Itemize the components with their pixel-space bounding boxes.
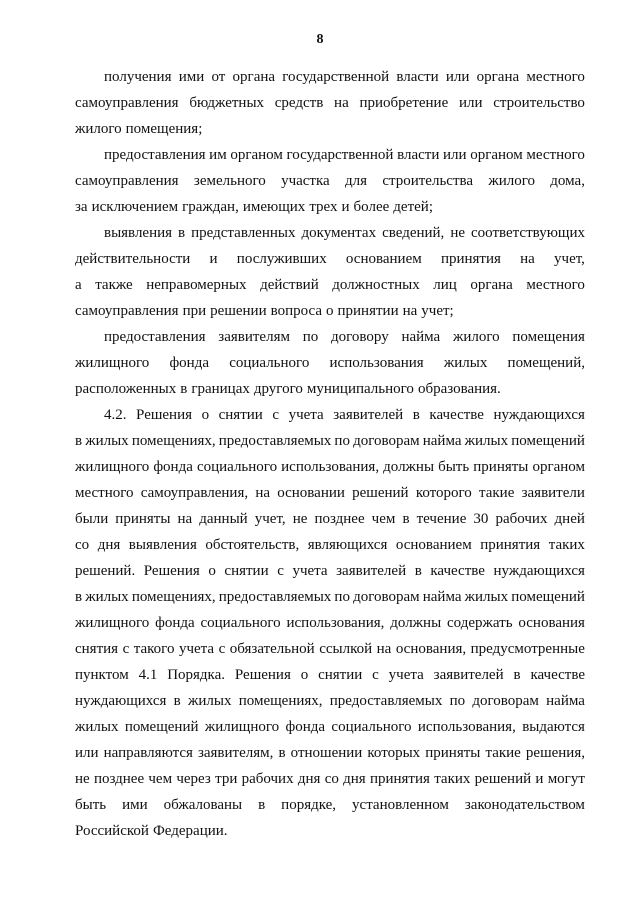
word: местного <box>526 69 585 85</box>
text-line <box>75 558 585 584</box>
word: им <box>209 147 227 163</box>
text-line <box>75 714 585 740</box>
text-line <box>75 532 585 558</box>
word: приняты <box>425 745 481 761</box>
word: решений <box>474 771 532 787</box>
word: дня <box>297 771 321 787</box>
word: найма <box>422 589 462 605</box>
word: найма <box>422 433 462 449</box>
word: не <box>450 225 465 241</box>
word: заявителям, <box>197 745 274 761</box>
word: решений. <box>75 563 136 579</box>
word: послуживших <box>236 251 327 267</box>
word: законодательством <box>464 797 585 813</box>
word: могут <box>547 771 585 787</box>
word: образования. <box>417 381 501 397</box>
word: по <box>302 329 319 345</box>
word: рабочих <box>495 511 548 527</box>
word: предоставления <box>104 329 206 345</box>
word: власти <box>396 69 439 85</box>
word: с <box>218 641 226 657</box>
word: или <box>443 147 467 163</box>
word: строительство <box>493 95 585 111</box>
text-line <box>75 766 585 792</box>
word: строительства <box>382 173 474 189</box>
word: имеющих <box>242 199 306 215</box>
word: жилых <box>75 719 119 735</box>
word: должны <box>383 459 435 475</box>
word: не <box>292 511 308 527</box>
word: нуждающихся <box>75 693 167 709</box>
text-line <box>75 194 585 220</box>
word: на <box>376 641 392 657</box>
word: договорам <box>353 589 420 605</box>
text-line <box>75 818 585 844</box>
text-line <box>75 454 585 480</box>
word: учет, <box>254 511 286 527</box>
word: обязательной <box>229 641 315 657</box>
text-line <box>75 376 585 402</box>
word: по <box>334 433 350 449</box>
word: выдаются <box>522 719 585 735</box>
text-line <box>75 142 585 168</box>
word: 4.1 <box>138 667 158 683</box>
word: использования, <box>417 719 516 735</box>
word: в <box>180 381 188 397</box>
paragraph <box>75 324 585 402</box>
word: с <box>372 667 379 683</box>
word: Федерации. <box>152 823 228 839</box>
word: границах <box>191 381 250 397</box>
text-line <box>75 168 585 194</box>
word: документах <box>301 225 377 241</box>
word: дня <box>97 537 121 553</box>
text-line <box>75 688 585 714</box>
word: социального <box>200 615 281 631</box>
word: три <box>215 771 238 787</box>
word: в <box>513 667 521 683</box>
word: а <box>75 277 82 293</box>
word: помещений <box>511 589 585 605</box>
word: должны <box>390 615 442 631</box>
word: являющихся <box>307 537 388 553</box>
word: в <box>414 563 422 579</box>
word: самоуправления <box>75 173 179 189</box>
word: такие <box>485 745 521 761</box>
word: предоставляемых <box>329 693 443 709</box>
text-line <box>75 506 585 532</box>
word: детей; <box>393 199 433 215</box>
word: о <box>201 407 210 423</box>
word: граждан, <box>182 199 239 215</box>
word: органом <box>532 459 585 475</box>
word: учета <box>292 563 328 579</box>
paragraph <box>75 402 585 844</box>
word: Решения <box>136 407 193 423</box>
word: на <box>255 485 271 501</box>
word: или <box>445 69 470 85</box>
word: помещений <box>124 719 199 735</box>
word: с <box>122 641 130 657</box>
word: органа <box>470 277 513 293</box>
word: местного <box>75 485 134 501</box>
word: получения <box>104 69 172 85</box>
word: снятия <box>75 641 119 657</box>
word: заявителям <box>218 329 290 345</box>
word: принятии <box>337 303 399 319</box>
word: помещениях, <box>238 693 323 709</box>
word: предусмотренные <box>470 641 585 657</box>
word: которых <box>367 745 421 761</box>
text-line <box>75 64 585 90</box>
text-line <box>75 792 585 818</box>
word: данный <box>199 511 248 527</box>
word: заявителей <box>333 407 404 423</box>
word: договорам <box>353 433 420 449</box>
word: лиц <box>433 277 457 293</box>
paragraph <box>75 220 585 324</box>
word: и <box>535 771 544 787</box>
word: от <box>211 69 226 85</box>
word: обжалованы <box>163 797 243 813</box>
word: 30 <box>473 511 489 527</box>
word: фонда <box>169 355 209 371</box>
word: жилых <box>464 589 509 605</box>
word: ими <box>122 797 148 813</box>
word: с <box>277 563 284 579</box>
word: социального <box>331 719 412 735</box>
word: течение <box>416 511 467 527</box>
text-line <box>75 324 585 350</box>
word: в <box>258 797 266 813</box>
text-line <box>75 220 585 246</box>
word: в <box>278 745 286 761</box>
word: учета <box>288 407 324 423</box>
text-line <box>75 428 585 454</box>
word: найма <box>401 329 441 345</box>
word: самоуправления <box>75 95 179 111</box>
word: исключением <box>91 199 179 215</box>
word: в <box>75 433 83 449</box>
word: фонда <box>155 615 195 631</box>
word: ими <box>178 69 205 85</box>
word: о <box>326 303 334 319</box>
word: органа <box>232 69 276 85</box>
word: неправомерных <box>146 277 247 293</box>
word: жилых <box>443 355 488 371</box>
word: органа <box>476 69 520 85</box>
word: расположенных <box>75 381 177 397</box>
word: на <box>520 251 535 267</box>
word: власти <box>397 147 440 163</box>
word: помещения; <box>125 121 203 137</box>
word: представленных <box>191 225 296 241</box>
word: Российской <box>75 823 149 839</box>
word: со <box>324 771 339 787</box>
word: и <box>341 199 350 215</box>
text-line <box>75 90 585 116</box>
word: Решения <box>234 667 291 683</box>
word: жилых <box>464 433 509 449</box>
text-line <box>75 740 585 766</box>
word: местного <box>526 147 585 163</box>
word: предоставления <box>104 147 206 163</box>
word: в <box>178 225 186 241</box>
word: установленном <box>352 797 449 813</box>
word: фонда <box>285 719 326 735</box>
word: в <box>75 589 83 605</box>
word: должностных <box>332 277 420 293</box>
word: помещениях, <box>131 433 216 449</box>
word: дома, <box>550 173 585 189</box>
word: по <box>449 693 466 709</box>
word: на <box>402 303 418 319</box>
word: жилого <box>452 329 500 345</box>
word: дней <box>554 511 585 527</box>
word: самоуправления, <box>140 485 249 501</box>
word: качестве <box>429 407 484 423</box>
word: учета <box>388 667 424 683</box>
word: принятия <box>440 251 501 267</box>
word: за <box>75 199 88 215</box>
text-line <box>75 350 585 376</box>
word: или <box>75 745 99 761</box>
word: использования, <box>286 615 385 631</box>
word: через <box>176 771 211 787</box>
word: заявители <box>521 485 585 501</box>
word: 4.2. <box>104 407 127 423</box>
word: отношении <box>290 745 363 761</box>
word: Решения <box>143 563 200 579</box>
word: быть <box>75 797 107 813</box>
word: жилищного <box>204 719 280 735</box>
word: использования, <box>281 459 380 475</box>
text-line <box>75 402 585 428</box>
word: предоставляемых <box>218 589 332 605</box>
word: учет, <box>554 251 585 267</box>
word: жилого <box>75 121 122 137</box>
word: предоставляемых <box>218 433 332 449</box>
text-line <box>75 480 585 506</box>
word: средств <box>274 95 324 111</box>
word: обстоятельств, <box>205 537 300 553</box>
word: со <box>75 537 90 553</box>
word: решении <box>210 303 267 319</box>
word: договору <box>331 329 389 345</box>
word: качестве <box>430 563 485 579</box>
word: муниципального <box>306 381 414 397</box>
word: жилых <box>85 433 129 449</box>
word: не <box>75 771 90 787</box>
word: другого <box>253 381 303 397</box>
word: содержать <box>447 615 513 631</box>
word: действий <box>260 277 319 293</box>
word: соответствующих <box>471 225 585 241</box>
word: помещений <box>511 433 585 449</box>
word: фонда <box>153 459 193 475</box>
word: которого <box>415 485 472 501</box>
word: заявителей <box>433 667 504 683</box>
text-line <box>75 298 585 324</box>
word: для <box>345 173 368 189</box>
word: такие <box>479 485 515 501</box>
word: ссылкой <box>319 641 373 657</box>
text-line <box>75 584 585 610</box>
word: органом <box>230 147 283 163</box>
word: принятия <box>369 771 430 787</box>
word: о <box>208 563 216 579</box>
text-line <box>75 610 585 636</box>
word: и <box>209 251 218 267</box>
word: жилищного <box>75 615 150 631</box>
word: земельного <box>193 173 266 189</box>
word: в <box>402 511 410 527</box>
word: такого <box>133 641 175 657</box>
word: решений <box>352 485 409 501</box>
word: помещений, <box>507 355 585 371</box>
word: принятия <box>480 537 541 553</box>
word: по <box>334 589 350 605</box>
word: на <box>334 95 349 111</box>
paragraph <box>75 64 585 142</box>
word: решения, <box>525 745 585 761</box>
word: снятии <box>224 563 269 579</box>
word: выявления <box>128 537 197 553</box>
word: жилого <box>488 173 535 189</box>
word: социального <box>229 355 310 371</box>
document-body <box>75 64 585 844</box>
word: основанием <box>345 251 422 267</box>
text-line <box>75 246 585 272</box>
word: нуждающихся <box>493 407 585 423</box>
word: жилых <box>85 589 129 605</box>
word: чем <box>371 511 396 527</box>
word: на <box>177 511 193 527</box>
text-line <box>75 662 585 688</box>
word: самоуправления <box>75 303 179 319</box>
word: быть <box>438 459 470 475</box>
word: качестве <box>530 667 585 683</box>
word: в <box>173 693 181 709</box>
word: договорам <box>472 693 539 709</box>
word: пунктом <box>75 667 129 683</box>
word: при <box>182 303 207 319</box>
word: Порядка. <box>167 667 226 683</box>
word: бюджетных <box>189 95 265 111</box>
word: вопроса <box>270 303 322 319</box>
word: более <box>353 199 390 215</box>
word: таких <box>434 771 471 787</box>
word: нуждающихся <box>493 563 585 579</box>
word: позднее <box>93 771 145 787</box>
paragraph <box>75 142 585 220</box>
word: помещения <box>512 329 585 345</box>
word: жилищного <box>75 459 150 475</box>
word: в <box>412 407 420 423</box>
word: социального <box>196 459 278 475</box>
word: рабочих <box>241 771 294 787</box>
word: приняты <box>115 511 171 527</box>
word: о <box>300 667 309 683</box>
word: участка <box>281 173 330 189</box>
word: приобретение <box>359 95 449 111</box>
text-line <box>75 272 585 298</box>
word: были <box>75 511 109 527</box>
word: основании <box>277 485 345 501</box>
word: найма <box>546 693 585 709</box>
text-line <box>75 636 585 662</box>
word: направляются <box>103 745 193 761</box>
word: основания, <box>395 641 467 657</box>
word: дня <box>343 771 366 787</box>
word: использования <box>329 355 424 371</box>
text-line <box>75 116 585 142</box>
word: порядке, <box>281 797 337 813</box>
word: позднее <box>314 511 365 527</box>
word: снятии <box>218 407 263 423</box>
word: заявителей <box>336 563 407 579</box>
word: трех <box>309 199 338 215</box>
word: органом <box>470 147 523 163</box>
word: государственной <box>286 147 394 163</box>
word: или <box>458 95 483 111</box>
word: жилищного <box>75 355 150 371</box>
word: с <box>272 407 280 423</box>
word: учет; <box>421 303 454 319</box>
word: основания <box>518 615 585 631</box>
word: помещениях, <box>131 589 216 605</box>
page-number: 8 <box>316 32 324 47</box>
word: чем <box>148 771 173 787</box>
word: основанием <box>395 537 472 553</box>
word: таких <box>548 537 585 553</box>
word: также <box>95 277 133 293</box>
word: выявления <box>104 225 173 241</box>
word: местного <box>526 277 585 293</box>
word: приняты <box>473 459 529 475</box>
word: государственной <box>282 69 390 85</box>
word: сведений, <box>382 225 445 241</box>
word: жилых <box>188 693 232 709</box>
word: действительности <box>75 251 191 267</box>
word: учета <box>178 641 215 657</box>
word: снятии <box>318 667 363 683</box>
